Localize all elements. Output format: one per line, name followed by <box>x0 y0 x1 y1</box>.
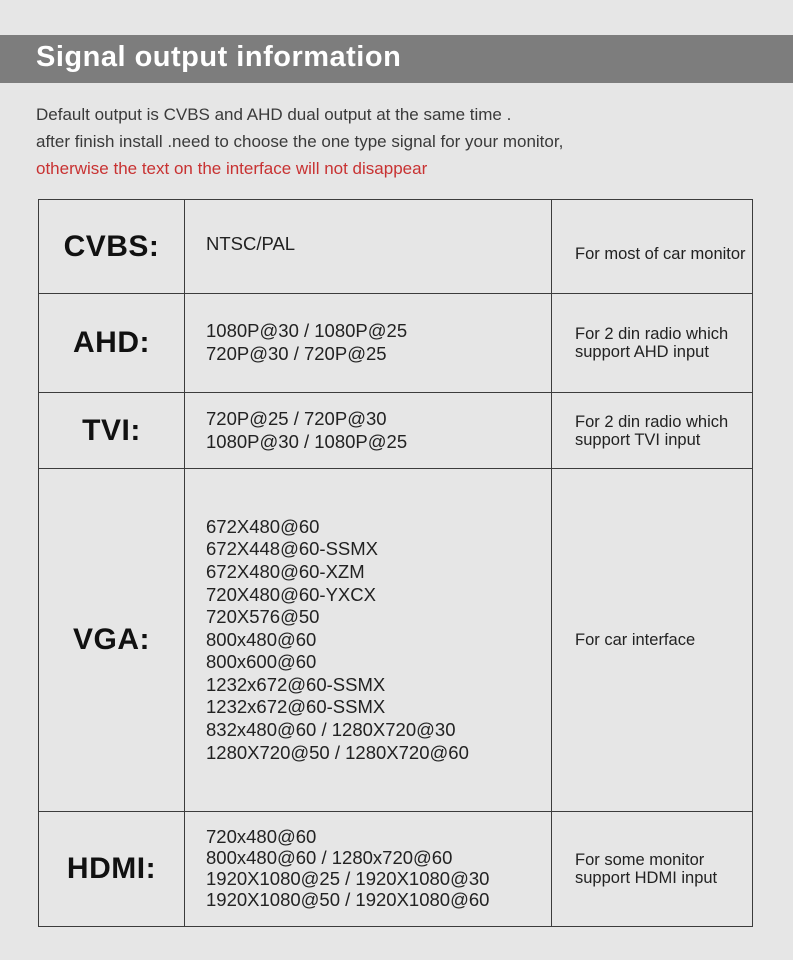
mode-item: 1232x672@60-SSMX <box>206 673 386 695</box>
note-line: For 2 din radio which <box>575 412 729 431</box>
mode-item: 720P@25 / 720P@30 <box>206 407 387 429</box>
mode-item: 672X448@60-SSMX <box>206 538 379 560</box>
row-hdmi <box>39 812 753 927</box>
mode-item: 1080P@30 / 1080P@25 <box>206 320 408 342</box>
mode-item: 1920X1080@25 / 1920X1080@30 <box>206 868 490 889</box>
intro-line-2: after finish install .need to choose the one type signal for your monitor, <box>36 132 564 151</box>
signal-name: TVI: <box>39 393 185 469</box>
signal-name: HDMI: <box>39 812 185 927</box>
header-bar <box>0 35 793 83</box>
note-line: For car interface <box>575 631 696 649</box>
intro-warning: otherwise the text on the interface will not disappear <box>36 159 428 178</box>
row-vga <box>39 469 753 812</box>
note-line: support TVI input <box>575 430 701 449</box>
row-ahd <box>39 294 753 393</box>
mode-item: 672X480@60-XZM <box>206 560 365 582</box>
mode-item: 800x480@60 / 1280x720@60 <box>206 847 453 869</box>
mode-list <box>185 200 552 294</box>
note-line: For some monitor <box>575 851 705 869</box>
mode-list <box>185 294 552 393</box>
mode-list <box>185 393 552 469</box>
mode-item: 1080P@30 / 1080P@25 <box>206 430 408 452</box>
signal-name: CVBS: <box>39 200 185 294</box>
mode-item: NTSC/PAL <box>206 233 296 255</box>
note <box>552 393 753 469</box>
mode-item: 1920X1080@50 / 1920X1080@60 <box>206 888 490 910</box>
note <box>552 200 753 294</box>
mode-item: 720P@30 / 720P@25 <box>206 343 387 364</box>
mode-item: 1232x672@60-SSMX <box>206 696 386 718</box>
row-cvbs <box>39 200 753 294</box>
mode-item: 672X480@60 <box>206 515 320 537</box>
intro-line-1: Default output is CVBS and AHD dual output at the same time . <box>36 105 512 124</box>
intro-text <box>36 101 776 182</box>
note-line: For most of car monitor <box>575 244 746 263</box>
mode-item: 832x480@60 / 1280X720@30 <box>206 719 456 741</box>
mode-item: 720X576@50 <box>206 606 320 628</box>
note-line: support AHD input <box>575 343 709 361</box>
mode-item: 720x480@60 <box>206 826 317 848</box>
mode-item: 800x600@60 <box>206 651 317 673</box>
note <box>552 294 753 393</box>
mode-item: 1280X720@50 / 1280X720@60 <box>206 741 469 763</box>
mode-list <box>185 812 552 927</box>
row-tvi <box>39 393 753 469</box>
note-line: For 2 din radio which <box>575 325 729 343</box>
mode-list <box>185 469 552 812</box>
page-title: Signal output information <box>36 41 402 73</box>
note-line: support HDMI input <box>575 869 718 887</box>
note <box>552 812 753 927</box>
signal-table <box>38 199 753 927</box>
signal-name: AHD: <box>39 294 185 393</box>
mode-item: 720X480@60-YXCX <box>206 583 376 605</box>
mode-item: 800x480@60 <box>206 628 317 650</box>
note <box>552 469 753 812</box>
signal-name: VGA: <box>39 469 185 812</box>
